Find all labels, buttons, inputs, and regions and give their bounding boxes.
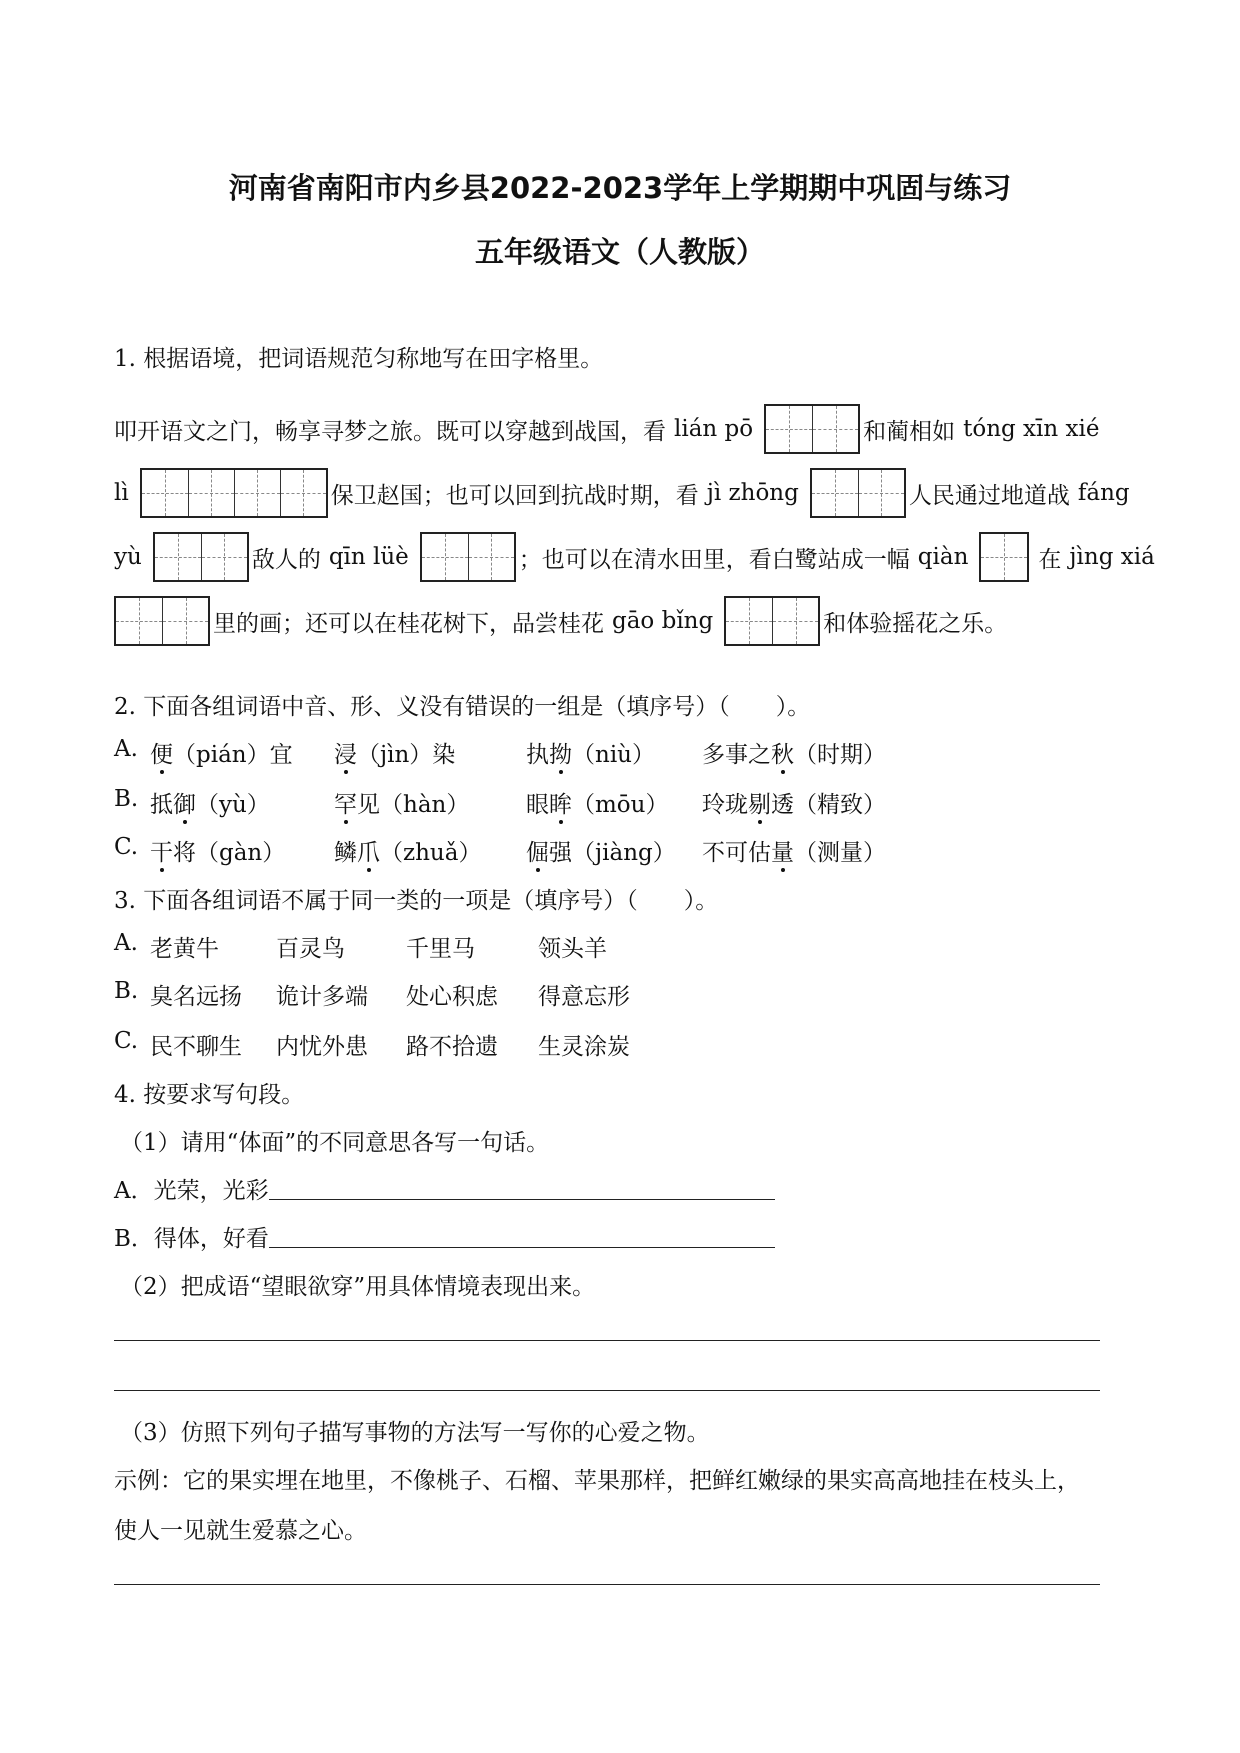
q1-text: 保卫赵国；也可以回到抗战时期，看 — [330, 482, 699, 509]
q2-word-text: 眼 — [526, 792, 549, 818]
q3-option-label: C. — [114, 1028, 139, 1054]
q2-word — [702, 834, 886, 867]
answer-line[interactable] — [114, 1584, 1100, 1585]
q1-pinyin: qīn lüè — [328, 544, 409, 570]
q2-dotted-char: 拗 — [549, 742, 572, 768]
q1-text: 里的画；还可以在桂花树下，品尝桂花 — [213, 610, 604, 637]
tianzige-box[interactable] — [153, 532, 249, 582]
q2-word-text: 抵 — [150, 792, 173, 818]
answer-line[interactable] — [114, 1340, 1100, 1341]
q1-line-2 — [114, 468, 1138, 518]
q4-example-line-2: 使人一见就生爱慕之心。 — [114, 1518, 367, 1544]
q2-prompt: 2. 下面各组词语中音、形、义没有错误的一组是（填序号）（ ）。 — [114, 694, 811, 720]
q4-a-label: A．光荣，光彩 — [114, 1178, 269, 1204]
q3-word: 路不拾遗 — [406, 1034, 498, 1060]
q3-word: 生灵涂炭 — [538, 1034, 630, 1060]
q2-dotted-char: 剔 — [748, 792, 771, 818]
q1-pinyin: lì — [114, 480, 129, 506]
q4-sub3: （3）仿照下列句子描写事物的方法写一写你的心爱之物。 — [120, 1420, 710, 1446]
q3-option-label: B. — [114, 978, 139, 1004]
q2-word — [702, 736, 886, 769]
tianzige-box[interactable] — [764, 404, 860, 454]
q2-word — [150, 786, 270, 819]
q2-dotted-char: 浸 — [334, 742, 357, 768]
q2-word-text: （niù） — [572, 742, 655, 768]
q1-pinyin: jìng xiá — [1069, 544, 1155, 570]
q1-line-4 — [114, 596, 1007, 646]
q4-prompt: 4. 按要求写句段。 — [114, 1082, 305, 1108]
q2-word-text: 不可估 — [702, 840, 771, 866]
q2-word-text: 玲珑 — [702, 792, 748, 818]
q4-answer-b — [114, 1220, 775, 1253]
q2-word — [334, 736, 455, 769]
q2-word — [702, 786, 886, 819]
q2-word-text: 强（jiàng） — [549, 840, 676, 866]
q3-word: 臭名远扬 — [150, 984, 242, 1010]
q2-word-text: 将（gàn） — [173, 840, 286, 866]
q1-pinyin: lián pō — [674, 416, 754, 442]
q2-word-text: （时期） — [794, 742, 886, 768]
q1-pinyin: tóng xīn xié — [963, 416, 1100, 442]
q2-word-text: （pián）宜 — [173, 742, 293, 768]
q2-word — [334, 786, 469, 819]
q3-word: 得意忘形 — [538, 984, 630, 1010]
q2-word-text: （jìn）染 — [357, 742, 456, 768]
q2-word — [526, 786, 668, 819]
q2-word-text: 执 — [526, 742, 549, 768]
q3-word: 内忧外患 — [276, 1034, 368, 1060]
tianzige-box[interactable] — [140, 468, 328, 518]
q2-option-label: B. — [114, 786, 139, 812]
q2-word — [334, 834, 481, 867]
q2-word-text: 多事之 — [702, 742, 771, 768]
q2-word — [526, 834, 676, 867]
tianzige-box[interactable] — [979, 532, 1029, 582]
q2-word — [150, 834, 285, 867]
q1-text: ；也可以在清水田里，看白鹭站成一幅 — [518, 546, 910, 573]
q1-text: 和蔺相如 — [863, 418, 956, 445]
q2-dotted-char: 御 — [173, 792, 196, 818]
q2-dotted-char: 倔 — [526, 840, 549, 866]
page-subtitle: 五年级语文（人教版） — [474, 235, 765, 269]
q4-sub1: （1）请用“体面”的不同意思各写一句话。 — [120, 1130, 550, 1156]
q1-prompt: 1. 根据语境，把词语规范匀称地写在田字格里。 — [114, 346, 604, 372]
q2-word — [526, 736, 655, 769]
q2-word-text: （mōu） — [572, 792, 669, 818]
q3-word: 领头羊 — [538, 936, 607, 962]
q2-dotted-char: 便 — [150, 742, 173, 768]
q4-answer-a — [114, 1172, 775, 1205]
answer-line[interactable] — [114, 1390, 1100, 1391]
q2-option-label: C. — [114, 834, 139, 860]
tianzige-box[interactable] — [420, 532, 516, 582]
q1-line-1 — [114, 404, 1107, 454]
tianzige-box[interactable] — [114, 596, 210, 646]
q3-word: 处心积虑 — [406, 984, 498, 1010]
q1-line-3 — [114, 532, 1163, 582]
q2-word-text: （测量） — [794, 840, 886, 866]
q2-dotted-char: 量 — [771, 840, 794, 866]
q2-dotted-char: 眸 — [549, 792, 572, 818]
q3-word: 百灵鸟 — [276, 936, 345, 962]
q3-word: 民不聊生 — [150, 1034, 242, 1060]
q4-b-label: B．得体，好看 — [114, 1226, 269, 1252]
q1-text: 人民通过地道战 — [908, 482, 1070, 509]
page-title: 河南省南阳市内乡县2022-2023学年上学期期中巩固与练习 — [228, 171, 1012, 205]
q3-prompt: 3. 下面各组词语不属于同一类的一项是（填序号）（ ）。 — [114, 888, 719, 914]
q3-option-label: A. — [114, 930, 138, 956]
answer-blank[interactable] — [269, 1177, 775, 1200]
q1-pinyin: yù — [114, 544, 142, 570]
q2-dotted-char: 秋 — [771, 742, 794, 768]
q1-text: 叩开语文之门，畅享寻梦之旅。既可以穿越到战国，看 — [114, 418, 666, 445]
q2-option-label: A. — [114, 736, 138, 762]
q2-word-text: 鳞 — [334, 840, 357, 866]
q2-word-text: （yù） — [196, 792, 270, 818]
q1-text: 和体验摇花之乐。 — [823, 610, 1008, 637]
q2-word-text: （zhuǎ） — [380, 840, 482, 866]
tianzige-box[interactable] — [724, 596, 820, 646]
q4-example-line-1: 示例：它的果实埋在地里，不像桃子、石榴、苹果那样，把鲜红嫩绿的果实高高地挂在枝头上， — [114, 1468, 1080, 1494]
q4-sub2: （2）把成语“望眼欲穿”用具体情境表现出来。 — [120, 1274, 596, 1300]
q2-dotted-char: 爪 — [357, 840, 380, 866]
q1-text: 敌人的 — [251, 546, 321, 573]
q3-word: 诡计多端 — [276, 984, 368, 1010]
q1-pinyin: gāo bǐng — [612, 608, 714, 634]
q1-pinyin: fáng — [1077, 480, 1130, 506]
q2-dotted-char: 罕 — [334, 792, 357, 818]
q2-word-text: 透（精致） — [771, 792, 886, 818]
answer-blank[interactable] — [269, 1225, 775, 1248]
q1-pinyin: qiàn — [917, 544, 969, 570]
q2-word-text: 见（hàn） — [357, 792, 470, 818]
q3-word: 千里马 — [406, 936, 475, 962]
q2-word — [150, 736, 293, 769]
q2-dotted-char: 干 — [150, 840, 173, 866]
tianzige-box[interactable] — [810, 468, 906, 518]
q1-text: 在 — [1038, 546, 1062, 573]
q1-pinyin: jì zhōng — [706, 480, 799, 506]
q3-word: 老黄牛 — [150, 936, 219, 962]
